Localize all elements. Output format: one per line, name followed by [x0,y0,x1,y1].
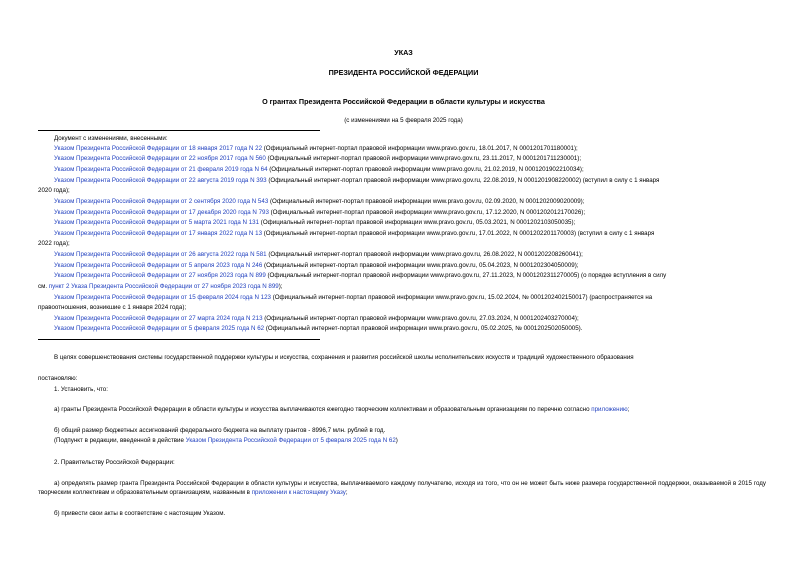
change-link[interactable]: Указом Президента Российской Федерации от 27 марта 2024 года N 213 [54,315,263,322]
amendment-link[interactable]: Указом Президента Российской Федерации от 5 февраля 2025 года N 62 [185,437,396,444]
bottom-divider [38,339,320,340]
change-item: Указом Президента Российской Федерации от 21 февраля 2019 года N 64 (Официальный интернет-портал правовой информации www.pravo.gov.ru, 21.02.2019, N 0001201902210034); [54,166,584,173]
change-link[interactable]: Указом Президента Российской Федерации от 22 августа 2019 года N 393 [54,177,267,184]
change-item: Указом Президента Российской Федерации от 22 ноября 2017 года N 560 (Официальный интернет-портал правовой информации www.pravo.gov.ru, 23.11.2017, N 0001201711230001); [54,155,582,162]
change-item: Указом Президента Российской Федерации от 17 декабря 2020 года N 793 (Официальный интернет-портал правовой информации www.pravo.gov.ru, 17.12.2020, N 0001202012170026); [54,209,586,216]
document-title: О грантах Президента Российской Федерации в области культуры и искусства [262,97,545,106]
change-link[interactable]: Указом Президента Российской Федерации от 26 августа 2022 года N 581 [54,251,267,258]
decree-word: постановляю: [38,375,78,382]
clause-1b-note: (Подпункт в редакции, введенной в действие Указом Президента Российской Федерации от 5 февраля 2025 года N 62) [54,437,398,444]
change-item: Указом Президента Российской Федерации от 15 февраля 2024 года N 123 (Официальный интернет-портал правовой информации www.pravo.gov.ru, 15.02.2024, № 0001202402150017) (распространяется на [54,294,653,301]
change-link[interactable]: Указом Президента Российской Федерации от 18 января 2017 года N 22 [54,145,263,152]
change-item: Указом Президента Российской Федерации от 17 января 2022 года N 13 (Официальный интернет-портал правовой информации www.pravo.gov.ru, 17.01.2022, N 0001202201170003) (вступил в силу с 1 января [54,230,655,237]
point-2-link[interactable]: пункт 2 Указа Президента Российской Федерации от 27 ноября 2023 года N 899 [48,283,279,290]
change-item: Указом Президента Российской Федерации от 27 ноября 2023 года N 899 (Официальный интернет-портал правовой информации www.pravo.gov.ru, 27.11.2023, N 0001202311270005) (о порядке вступления в силу [54,272,667,279]
change-link[interactable]: Указом Президента Российской Федерации от 2 сентября 2020 года N 543 [54,198,269,205]
change-item: Указом Президента Российской Федерации от 22 августа 2019 года N 393 (Официальный интернет-портал правовой информации www.pravo.gov.ru, 22.08.2019, N 0001201908220002) (вступил в силу с 1 января [54,177,660,184]
clause-1b: б) общий размер бюджетных ассигнований федерального бюджета на выплату грантов - 8996,7 млн. рублей в год. [54,427,386,434]
preamble: В целях совершенствования системы государственной поддержки культуры и искусства, сохранения и развития российской школы исполнительских искусств и традиций художественного образования [54,354,634,361]
appendix-reference-link[interactable]: приложении к настоящему Указу [251,489,346,496]
change-item: Указом Президента Российской Федерации от 27 марта 2024 года N 213 (Официальный интернет-портал правовой информации www.pravo.gov.ru, 27.03.2024, N 0001202403270004); [54,315,579,322]
change-link[interactable]: Указом Президента Российской Федерации от 5 февраля 2025 года N 62 [54,325,265,332]
top-divider [38,130,320,131]
change-item: Указом Президента Российской Федерации от 5 февраля 2025 года N 62 (Официальный интернет-портал правовой информации www.pravo.gov.ru, 05.02.2025, № 0001202502050005). [54,325,583,332]
change-link[interactable]: Указом Президента Российской Федерации от 22 ноября 2017 года N 560 [54,155,266,162]
change-item-continuation: правоотношения, возникшие с 1 января 2024 года); [38,304,187,311]
change-item: Указом Президента Российской Федерации от 18 января 2017 года N 22 (Официальный интернет-портал правовой информации www.pravo.gov.ru, 18.01.2017, N 0001201701180001); [54,145,578,152]
revision-note: (с изменениями на 5 февраля 2025 года) [344,117,463,124]
change-item: Указом Президента Российской Федерации от 26 августа 2022 года N 581 (Официальный интернет-портал правовой информации www.pravo.gov.ru, 26.08.2022, N 0001202208260041); [54,251,583,258]
change-item-continuation: 2022 года); [38,240,70,247]
change-link[interactable]: Указом Президента Российской Федерации от 17 января 2022 года N 13 [54,230,263,237]
clause-2b: б) привести свои акты в соответствие с настоящим Указом. [54,510,226,517]
change-link[interactable]: Указом Президента Российской Федерации от 15 февраля 2024 года N 123 [54,294,271,301]
change-link[interactable]: Указом Президента Российской Федерации от 5 апреля 2023 года N 246 [54,262,263,269]
decree-heading: УКАЗ [394,48,413,57]
change-item: Указом Президента Российской Федерации от 2 сентября 2020 года N 543 (Официальный интернет-портал правовой информации www.pravo.gov.ru, 02.09.2020, N 0001202009020009); [54,198,585,205]
change-link[interactable]: Указом Президента Российской Федерации от 21 февраля 2019 года N 64 [54,166,268,173]
change-link[interactable]: Указом Президента Российской Федерации от 5 марта 2021 года N 131 [54,219,260,226]
change-link[interactable]: Указом Президента Российской Федерации от 27 ноября 2023 года N 899 [54,272,266,279]
issuer-heading: ПРЕЗИДЕНТА РОССИЙСКОЙ ФЕДЕРАЦИИ [328,68,479,77]
clause-2a: а) определять размер гранта Президента Российской Федерации в области культуры и искусства, выплачиваемого каждому получателю, исходя из того, что он не может быть ниже размера государственной поддержки, оказываемой в 2015 году творческим коллективам и образовательным организациям, названным в приложении к настоящему Указу; [38,480,766,496]
clause-1a: а) гранты Президента Российской Федерации в области культуры и искусства выплачиваются ежегодно творческим коллективам и образовательным организациям по перечню согласно приложению; [54,406,630,413]
change-item-continuation: 2020 года); [38,187,70,194]
change-item: Указом Президента Российской Федерации от 5 апреля 2023 года N 246 (Официальный интернет-портал правовой информации www.pravo.gov.ru, 05.04.2023, N 0001202304050009); [54,262,579,269]
clause-1: 1. Установить, что: [54,386,108,393]
change-item: Указом Президента Российской Федерации от 5 марта 2021 года N 131 (Официальный интернет-портал правовой информации www.pravo.gov.ru, 05.03.2021, N 0001202103050035); [54,219,576,226]
change-link[interactable]: Указом Президента Российской Федерации от 17 декабря 2020 года N 793 [54,209,269,216]
appendix-link[interactable]: приложению [591,406,628,413]
change-item-continuation: см. пункт 2 Указа Президента Российской Федерации от 27 ноября 2023 года N 899); [38,283,283,290]
changes-intro: Документ с изменениями, внесенными: [54,135,168,142]
clause-2: 2. Правительству Российской Федерации: [54,459,175,466]
